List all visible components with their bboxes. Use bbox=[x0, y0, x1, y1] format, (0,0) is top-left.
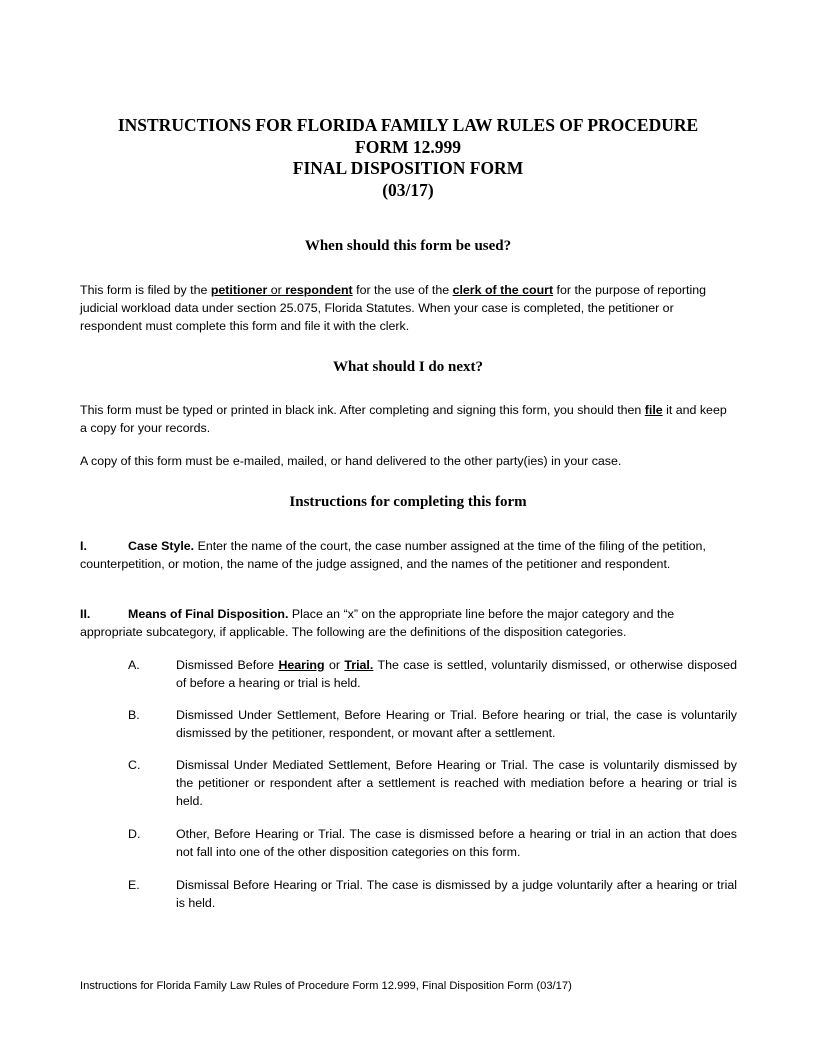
heading-when-used: When should this form be used? bbox=[304, 238, 512, 254]
respondent-link[interactable]: respondent bbox=[281, 283, 353, 297]
heading-what-next: What should I do next? bbox=[332, 359, 484, 375]
title-line-3: FINAL DISPOSITION FORM bbox=[292, 158, 524, 178]
subitem-b-text: Dismissed Under Settlement, Before Hearing or Trial. Before hearing or trial, the case is voluntarily dismissed by the petitioner, respondent, or movant after a settlement. bbox=[176, 708, 737, 741]
file-link[interactable]: file bbox=[644, 403, 663, 417]
subitem-d-letter: D. bbox=[128, 827, 141, 841]
title-line-4: (03/17) bbox=[382, 179, 434, 200]
subitem-a-letter: A. bbox=[128, 658, 140, 672]
subitem-e-text: Dismissal Before Hearing or Trial. The case is dismissed by a judge voluntarily after a hearing or trial is held. bbox=[176, 878, 737, 911]
item-1-numeral: I. bbox=[80, 539, 87, 553]
subitem-a-text: Dismissed Before Hearing or Trial. The case is settled, voluntarily dismissed, or otherwise disposed of before a hearing or trial is held. bbox=[176, 658, 737, 691]
page-title bbox=[0, 115, 816, 201]
item-1-label: Case Style. bbox=[128, 539, 195, 553]
petitioner-link[interactable]: petitioner bbox=[210, 283, 268, 297]
title-line-1: INSTRUCTIONS FOR FLORIDA FAMILY LAW RULES OF PROCEDURE bbox=[117, 115, 699, 135]
hearing-link[interactable]: Hearing bbox=[278, 658, 325, 672]
when-used-paragraph: This form is filed by the petitioner or respondent for the use of the clerk of the court for the purpose of reporting judicial workload data under section 25.075, Florida Statutes. When your case is completed, the petitioner or respondent must complete this form and file it with the clerk. bbox=[80, 283, 707, 334]
subitem-d-text: Other, Before Hearing or Trial. The case is dismissed before a hearing or trial in an action that does not fall into one of the other disposition categories on this form. bbox=[176, 827, 737, 860]
item-2-label: Means of Final Disposition. bbox=[128, 607, 289, 621]
item-2-numeral: II. bbox=[80, 607, 91, 621]
instruction-item-1: I. Case Style. Enter the name of the court, the case number assigned at the time of the filing of the petition, counterpetition, or motion, the name of the judge assigned, and the names of the petitioner and respondent. bbox=[80, 539, 706, 572]
trial-link[interactable]: Trial. bbox=[344, 658, 374, 672]
what-next-paragraph-1: This form must be typed or printed in black ink. After completing and signing this form, you should then file it and keep a copy for your records. bbox=[80, 403, 727, 436]
page-footer: Instructions for Florida Family Law Rules of Procedure Form 12.999, Final Disposition Form (03/17) bbox=[80, 980, 572, 992]
subitem-c-letter: C. bbox=[128, 758, 141, 772]
clerk-of-court-link[interactable]: clerk of the court bbox=[452, 283, 554, 297]
title-line-2: FORM 12.999 bbox=[355, 136, 461, 157]
instruction-item-2: II. Means of Final Disposition. Place an “x” on the appropriate line before the major category and the appropriate subcategory, if applicable. The following are the definitions of the disposition categories. bbox=[80, 607, 675, 640]
subitem-b-letter: B. bbox=[128, 708, 140, 722]
subitem-c-text: Dismissal Under Mediated Settlement, Before Hearing or Trial. The case is voluntarily dismissed by the petitioner or respondent after a settlement is reached with mediation before a hearing or trial is held. bbox=[176, 758, 737, 809]
what-next-paragraph-2: A copy of this form must be e-mailed, mailed, or hand delivered to the other party(ies) in your case. bbox=[80, 454, 622, 468]
heading-instructions: Instructions for completing this form bbox=[289, 494, 527, 510]
subitem-e-letter: E. bbox=[128, 878, 140, 892]
